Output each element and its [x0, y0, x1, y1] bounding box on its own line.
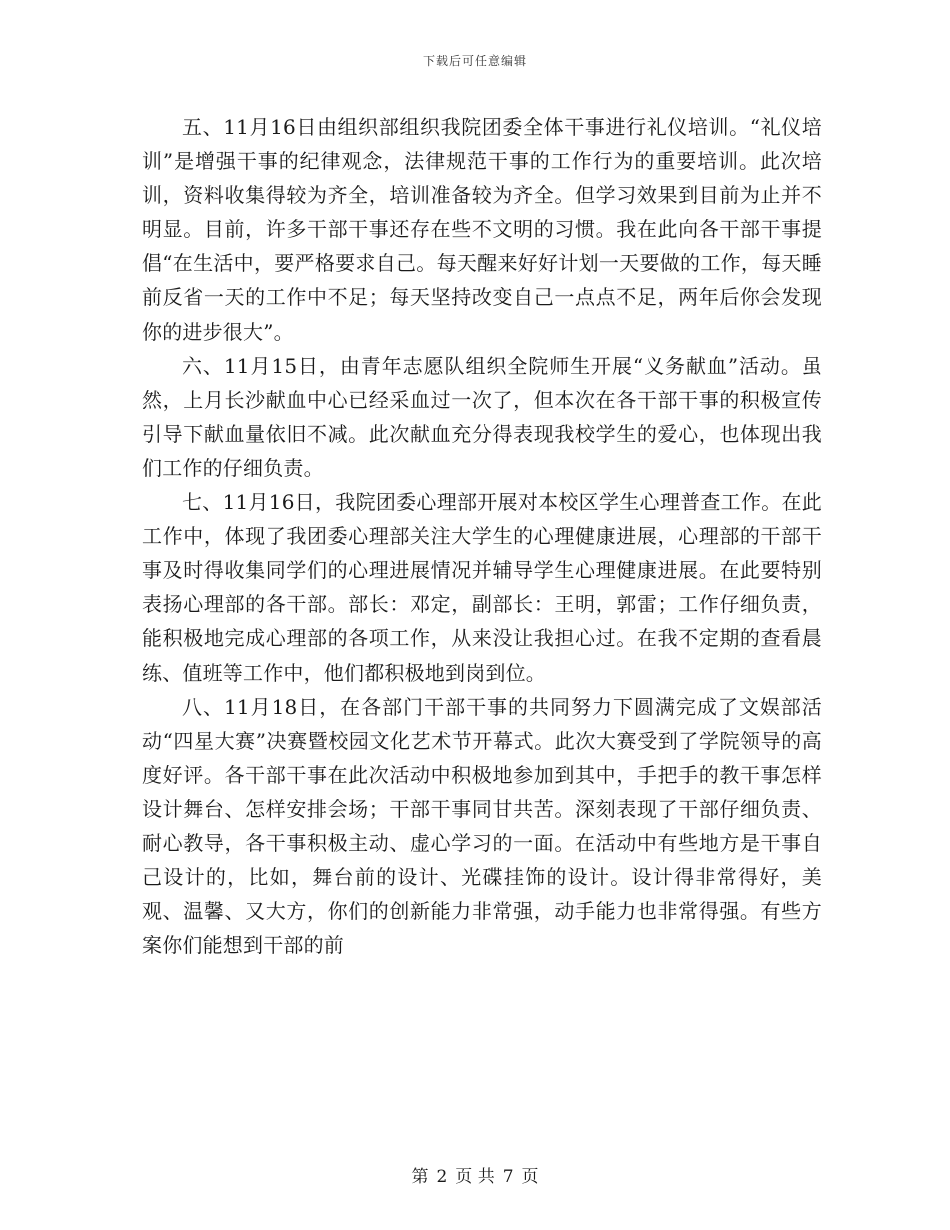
document-body [142, 110, 822, 962]
paragraph-8: 八、11月18日，在各部门干部干事的共同努力下圆满完成了文娱部活动“四星大赛”决赛暨校园文化艺术节开幕式。此次大赛受到了学院领导的高度好评。各干部干事在此次活动中积极地参加到其中，手把手的教干事怎样设计舞台、怎样安排会场；干部干事同甘共苦。深刻表现了干部仔细负责、耐心教导，各干事积极主动、虚心学习的一面。在活动中有些地方是干事自己设计的，比如，舞台前的设计、光碟挂饰的设计。设计得非常得好，美观、温馨、又大方，你们的创新能力非常强，动手能力也非常得强。有些方案你们能想到干部的前 [142, 694, 822, 958]
page-footer [0, 1162, 950, 1187]
footer-middle: 页 共 [455, 1167, 495, 1187]
footer-total-pages: 7 [502, 1167, 514, 1187]
footer-suffix: 页 [521, 1167, 539, 1187]
page-header: 下载后可任意编辑 [422, 54, 527, 68]
paragraph-6: 六、11月15日，由青年志愿队组织全院师生开展“义务献血”活动。虽然，上月长沙献血中心已经采血过一次了，但本次在各干部干事的积极宣传引导下献血量依旧不减。此次献血充分得表现我校学生的爱心，也体现出我们工作的仔细负责。 [142, 353, 822, 480]
footer-prefix: 第 [411, 1167, 429, 1187]
paragraph-5: 五、11月16日由组织部组织我院团委全体干事进行礼仪培训。“礼仪培训”是增强干事的纪律观念，法律规范干事的工作行为的重要培训。此次培训，资料收集得较为齐全，培训准备较为齐全。但学习效果到目前为止并不明显。目前，许多干部干事还存在些不文明的习惯。我在此向各干部干事提倡“在生活中，要严格要求自己。每天醒来好好计划一天要做的工作，每天睡前反省一天的工作中不足；每天坚持改变自己一点点不足，两年后你会发现你的进步很大”。 [142, 115, 822, 344]
footer-current-page: 2 [436, 1167, 448, 1187]
paragraph-7: 七、11月16日，我院团委心理部开展对本校区学生心理普查工作。在此工作中，体现了我团委心理部关注大学生的心理健康进展，心理部的干部干事及时得收集同学们的心理进展情况并辅导学生心理健康进展。在此要特别表扬心理部的各干部。部长：邓定，副部长：王明，郭雷；工作仔细负责，能积极地完成心理部的各项工作，从来没让我担心过。在我不定期的查看晨练、值班等工作中，他们都积极地到岗到位。 [142, 490, 822, 685]
